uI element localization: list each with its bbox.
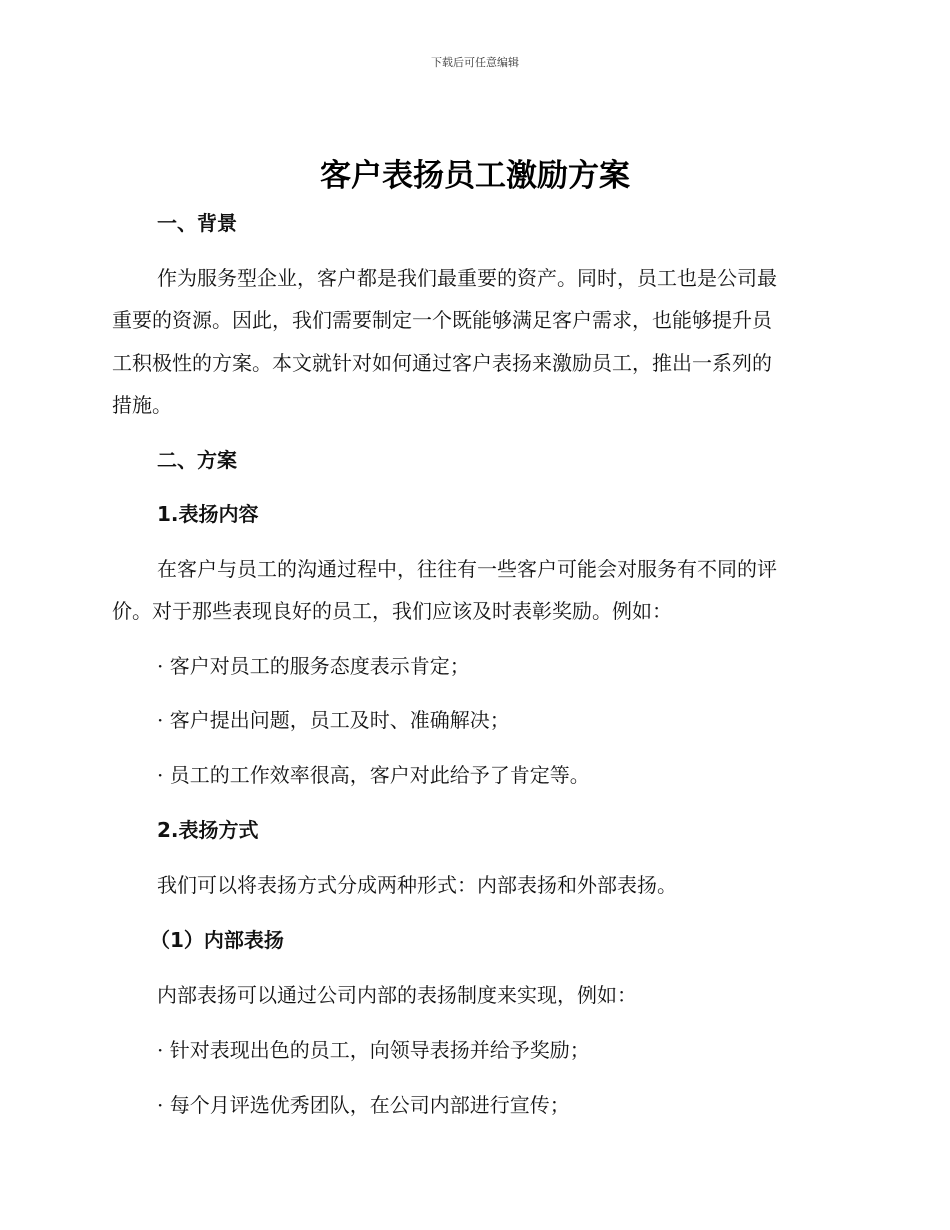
paragraph-line: 我们可以将表扬方式分成两种形式：内部表扬和外部表扬。 [157,873,677,897]
bullet-item: · 客户对员工的服务态度表示肯定； [157,654,470,678]
subheading-praise-method: 2.表扬方式 [157,818,259,842]
bullet-item: · 每个月评选优秀团队，在公司内部进行宣传； [157,1093,570,1117]
document-title: 客户表扬员工激励方案 [320,158,630,194]
paragraph-line: 工积极性的方案。本文就针对如何通过客户表扬来激励员工，推出一系列的 [112,351,772,375]
subheading-praise-content: 1.表扬内容 [157,502,259,526]
paragraph-line: 作为服务型企业，客户都是我们最重要的资产。同时，员工也是公司最 [157,266,777,290]
subheading-internal-praise: （1）内部表扬 [150,928,284,952]
bullet-item: · 员工的工作效率很高，客户对此给予了肯定等。 [157,763,590,787]
paragraph-line: 价。对于那些表现良好的员工，我们应该及时表彰奖励。例如： [112,599,672,623]
section-heading-plan: 二、方案 [157,448,237,472]
paragraph-line: 重要的资源。因此，我们需要制定一个既能够满足客户需求，也能够提升员 [112,308,772,332]
paragraph-line: 措施。 [112,393,172,417]
paragraph-line: 在客户与员工的沟通过程中，往往有一些客户可能会对服务有不同的评 [157,557,777,581]
section-heading-background: 一、背景 [157,211,237,235]
bullet-item: · 针对表现出色的员工，向领导表扬并给予奖励； [157,1038,590,1062]
header-note: 下载后可任意编辑 [431,56,519,69]
bullet-item: · 客户提出问题，员工及时、准确解决； [157,708,510,732]
paragraph-line: 内部表扬可以通过公司内部的表扬制度来实现，例如： [157,983,637,1007]
